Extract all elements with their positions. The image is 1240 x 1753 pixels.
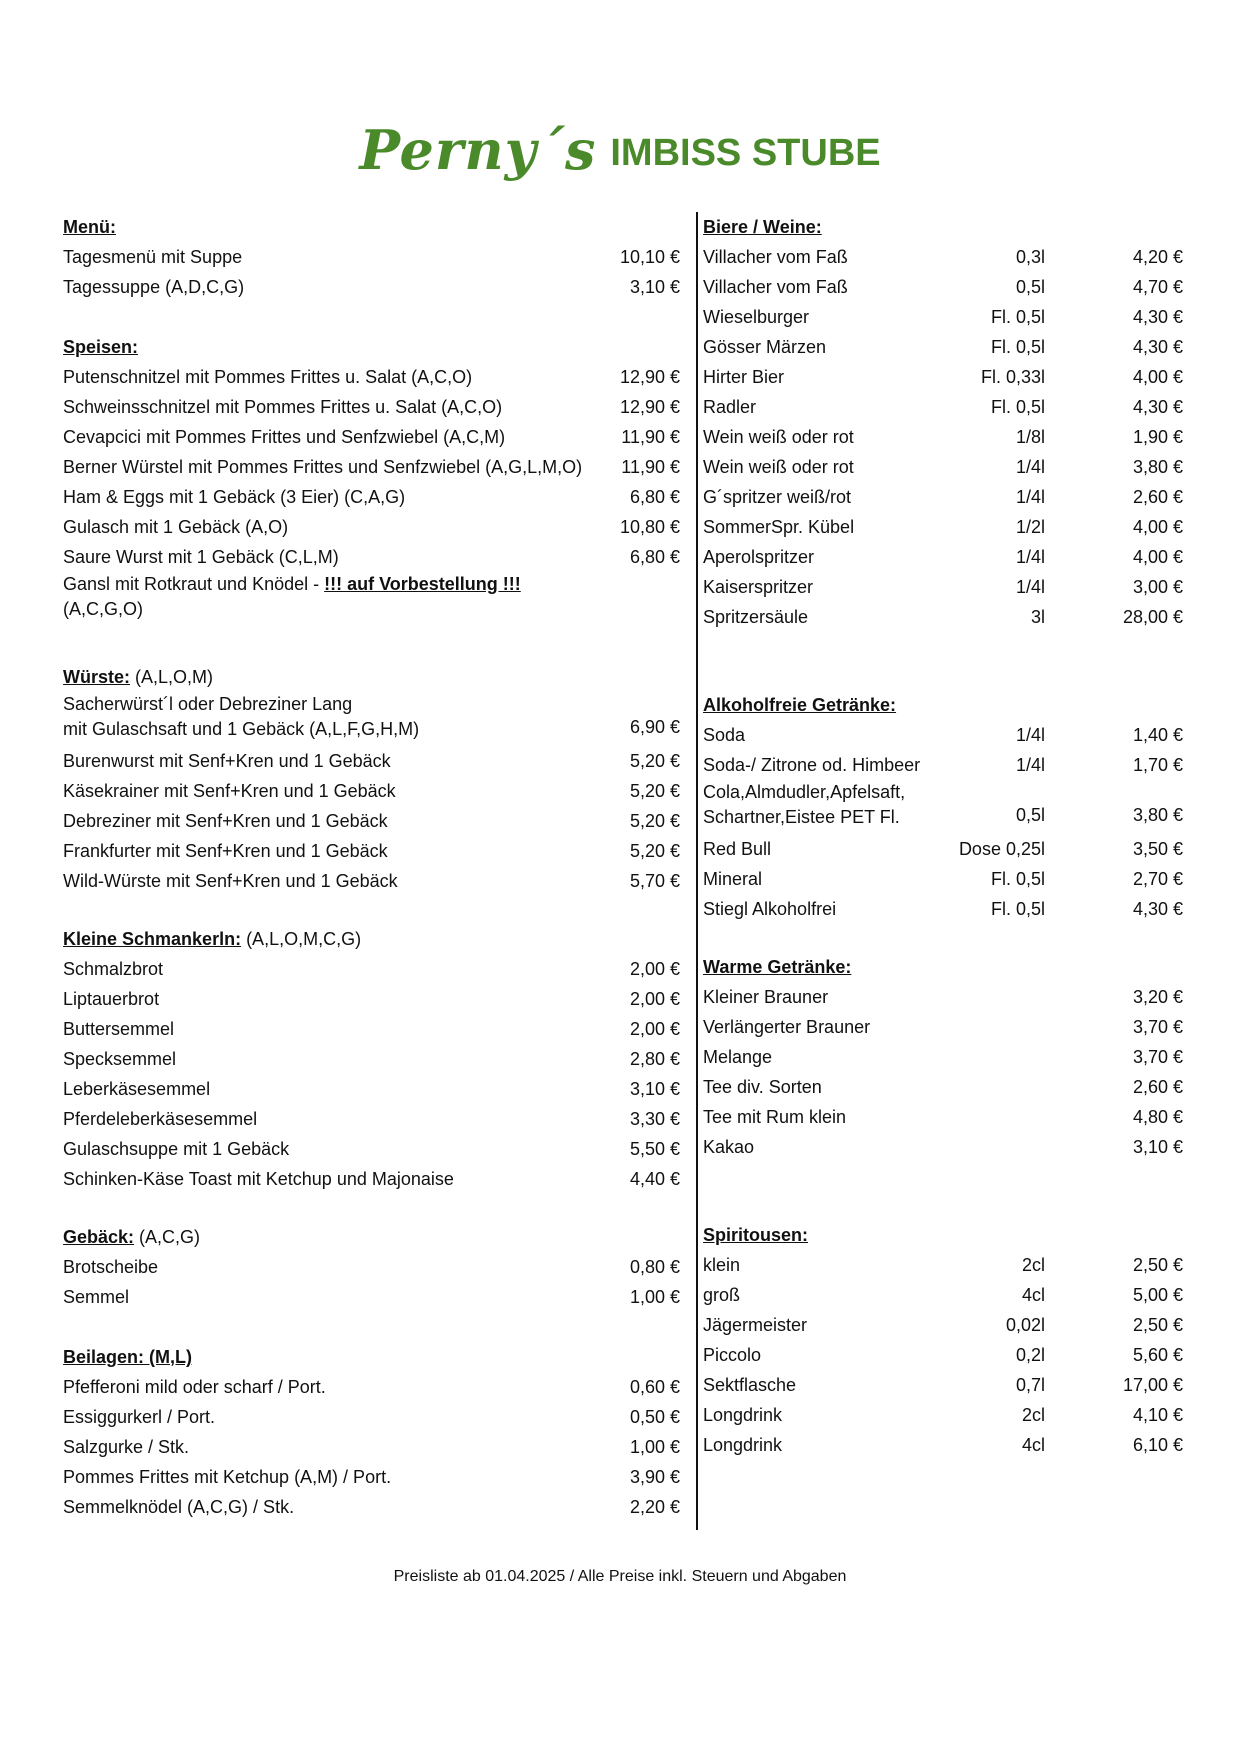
list-item — [703, 1370, 1183, 1400]
section-title: Biere / Weine: — [703, 217, 822, 237]
list-item — [703, 834, 1183, 864]
item-price: 11,90 € — [621, 427, 680, 447]
item-price: 2,70 € — [1132, 869, 1183, 889]
item-name: G´spritzer weiß/rot — [703, 487, 852, 507]
list-item — [703, 1012, 1183, 1042]
item-name: Debreziner mit Senf+Kren und 1 Gebäck — [63, 811, 388, 831]
list-item — [703, 1400, 1183, 1430]
item-qty: 0,02l — [1005, 1315, 1045, 1335]
item-name-line1: Sacherwürst´l oder Debreziner Lang — [63, 694, 353, 714]
item-price: 1,00 € — [629, 1287, 680, 1307]
item-price: 12,90 € — [619, 367, 680, 387]
item-price: 3,50 € — [1132, 839, 1183, 859]
list-item — [63, 1432, 680, 1462]
item-name: Schinken-Käse Toast mit Ketchup und Majonaise — [63, 1169, 454, 1189]
section-spirituosen — [703, 1220, 1183, 1460]
item-qty: Dose 0,25l — [958, 839, 1045, 859]
section-wuerste — [63, 662, 680, 896]
item-qty: 1/4l — [1015, 487, 1045, 507]
item-qty: Fl. 0,5l — [990, 899, 1045, 919]
list-item — [63, 1044, 680, 1074]
item-price: 2,60 € — [1132, 1077, 1183, 1097]
item-name: Kaiserspritzer — [703, 577, 814, 597]
section-speisen — [63, 332, 680, 630]
item-name: Semmel — [63, 1287, 130, 1307]
item-price: 5,70 € — [629, 871, 680, 891]
list-item — [63, 836, 680, 866]
list-item — [63, 776, 680, 806]
preorder-note: !!! auf Vorbestellung !!! — [324, 574, 521, 594]
list-item — [63, 1134, 680, 1164]
item-name: Jägermeister — [703, 1315, 808, 1335]
list-item — [703, 572, 1183, 602]
item-price: 3,90 € — [629, 1467, 680, 1487]
item-price: 0,80 € — [629, 1257, 680, 1277]
item-qty: 1/4l — [1015, 457, 1045, 477]
item-name: Villacher vom Faß — [703, 277, 848, 297]
list-item — [703, 720, 1183, 750]
item-name: Kakao — [703, 1137, 755, 1157]
section-schmankerln — [63, 924, 680, 1194]
item-name: Buttersemmel — [63, 1019, 175, 1039]
item-price: 4,70 € — [1132, 277, 1183, 297]
item-name: Schmalzbrot — [63, 959, 164, 979]
item-qty: 0,7l — [1015, 1375, 1045, 1395]
item-price: 3,70 € — [1132, 1047, 1183, 1067]
item-name: Putenschnitzel mit Pommes Frittes u. Salat (A,C,O) — [63, 367, 473, 387]
item-name: Schweinsschnitzel mit Pommes Frittes u. Salat (A,C,O) — [63, 397, 503, 417]
item-price: 6,80 € — [629, 547, 680, 567]
item-price: 3,10 € — [629, 1079, 680, 1099]
item-price: 5,20 € — [629, 751, 680, 771]
item-name: Wein weiß oder rot — [703, 457, 854, 477]
list-item — [703, 602, 1183, 632]
list-item — [703, 1102, 1183, 1132]
item-name-line2: Schartner,Eistee PET Fl. — [703, 807, 900, 827]
list-item — [703, 392, 1183, 422]
item-name: SommerSpr. Kübel — [703, 517, 855, 537]
item-name: Burenwurst mit Senf+Kren und 1 Gebäck — [63, 751, 391, 771]
list-item — [703, 272, 1183, 302]
item-qty: Fl. 0,5l — [990, 397, 1045, 417]
item-qty: Fl. 0,5l — [990, 307, 1045, 327]
item-price: 2,50 € — [1132, 1315, 1183, 1335]
item-price: 4,30 € — [1132, 397, 1183, 417]
list-item — [63, 1372, 680, 1402]
item-price: 10,80 € — [619, 517, 680, 537]
list-item — [63, 1074, 680, 1104]
item-name: Longdrink — [703, 1435, 783, 1455]
item-price: 2,00 € — [629, 989, 680, 1009]
item-price: 11,90 € — [621, 457, 680, 477]
item-name: Verlängerter Brauner — [703, 1017, 871, 1037]
section-menu — [63, 212, 680, 302]
list-item — [63, 1014, 680, 1044]
item-name: Tagesmenü mit Suppe — [63, 247, 243, 267]
item-name-line2: mit Gulaschsaft und 1 Gebäck (A,L,F,G,H,M) — [63, 719, 420, 739]
item-price: 5,20 € — [629, 781, 680, 801]
item-qty: Fl. 0,5l — [990, 337, 1045, 357]
item-name: Brotscheibe — [63, 1257, 159, 1277]
item-name: Frankfurter mit Senf+Kren und 1 Gebäck — [63, 841, 388, 861]
list-item — [63, 1164, 680, 1194]
section-title: Beilagen: (M,L) — [63, 1347, 192, 1367]
item-price: 2,20 € — [629, 1497, 680, 1517]
item-name: Pommes Frittes mit Ketchup (A,M) / Port. — [63, 1467, 392, 1487]
list-item — [703, 482, 1183, 512]
item-name: Mineral — [703, 869, 763, 889]
list-item — [63, 954, 680, 984]
item-name: Soda-/ Zitrone od. Himbeer — [703, 755, 921, 775]
column-divider — [696, 212, 698, 1530]
item-name: Red Bull — [703, 839, 772, 859]
list-item — [63, 392, 680, 422]
list-item — [703, 422, 1183, 452]
list-item — [63, 806, 680, 836]
item-name: Liptauerbrot — [63, 989, 160, 1009]
item-qty: 1/8l — [1015, 427, 1045, 447]
item-price: 3,20 € — [1132, 987, 1183, 1007]
list-item-gansl — [63, 572, 680, 630]
list-item — [63, 692, 680, 746]
list-item — [703, 1340, 1183, 1370]
item-price: 6,90 € — [629, 717, 680, 737]
section-allergens: (A,L,O,M) — [130, 667, 214, 687]
list-item — [63, 1492, 680, 1522]
item-name: Piccolo — [703, 1345, 762, 1365]
list-item — [63, 242, 680, 272]
section-title: Warme Getränke: — [703, 957, 852, 977]
list-item — [63, 1252, 680, 1282]
section-title: Speisen: — [63, 337, 139, 357]
item-price: 3,00 € — [1132, 577, 1183, 597]
list-item — [63, 542, 680, 572]
list-item — [63, 984, 680, 1014]
item-name: Leberkäsesemmel — [63, 1079, 211, 1099]
item-qty: Fl. 0,33l — [980, 367, 1045, 387]
section-allergens: (A,C,G) — [134, 1227, 201, 1247]
list-item — [63, 452, 680, 482]
list-item — [63, 866, 680, 896]
list-item — [703, 982, 1183, 1012]
item-price: 4,00 € — [1132, 367, 1183, 387]
item-price: 1,00 € — [629, 1437, 680, 1457]
item-price: 3,30 € — [629, 1109, 680, 1129]
list-item — [63, 512, 680, 542]
item-name: Specksemmel — [63, 1049, 177, 1069]
left-column — [63, 212, 680, 1522]
item-price: 6,10 € — [1132, 1435, 1183, 1455]
item-price: 0,60 € — [629, 1377, 680, 1397]
item-qty: Fl. 0,5l — [990, 869, 1045, 889]
section-biere-weine — [703, 212, 1183, 632]
item-qty: 0,5l — [1015, 805, 1045, 825]
item-name: Longdrink — [703, 1405, 783, 1425]
section-title: Menü: — [63, 217, 116, 237]
item-name: Saure Wurst mit 1 Gebäck (C,L,M) — [63, 547, 339, 567]
item-name: Wild-Würste mit Senf+Kren und 1 Gebäck — [63, 871, 398, 891]
list-item — [63, 1462, 680, 1492]
item-name: Kleiner Brauner — [703, 987, 829, 1007]
list-item — [703, 452, 1183, 482]
item-qty: 1/4l — [1015, 547, 1045, 567]
list-item — [63, 746, 680, 776]
item-price: 1,90 € — [1132, 427, 1183, 447]
item-name-line1: Cola,Almdudler,Apfelsaft, — [703, 782, 906, 802]
item-name: Käsekrainer mit Senf+Kren und 1 Gebäck — [63, 781, 396, 801]
item-qty: 2cl — [1021, 1405, 1045, 1425]
list-item — [703, 542, 1183, 572]
item-price: 4,30 € — [1132, 337, 1183, 357]
page-title — [0, 118, 1240, 182]
item-price: 1,40 € — [1132, 725, 1183, 745]
item-name: Semmelknödel (A,C,G) / Stk. — [63, 1497, 295, 1517]
item-name: Pferdeleberkäsesemmel — [63, 1109, 258, 1129]
item-qty: 1/2l — [1015, 517, 1045, 537]
item-qty: 2cl — [1021, 1255, 1045, 1275]
list-item — [703, 242, 1183, 272]
item-name: Sektflasche — [703, 1375, 797, 1395]
item-qty: 1/4l — [1015, 725, 1045, 745]
item-name: Radler — [703, 397, 757, 417]
item-price: 3,10 € — [629, 277, 680, 297]
section-beilagen — [63, 1342, 680, 1522]
list-item — [703, 362, 1183, 392]
section-title: Alkoholfreie Getränke: — [703, 695, 897, 715]
item-name: Stiegl Alkoholfrei — [703, 899, 837, 919]
item-name: Villacher vom Faß — [703, 247, 848, 267]
section-gebaeck — [63, 1222, 680, 1312]
item-price: 4,00 € — [1132, 517, 1183, 537]
item-price: 5,20 € — [629, 811, 680, 831]
section-title: Spiritousen: — [703, 1225, 809, 1245]
item-name: Aperolspritzer — [703, 547, 815, 567]
item-name: groß — [703, 1285, 741, 1305]
item-name: Tagessuppe (A,D,C,G) — [63, 277, 245, 297]
item-name: Soda — [703, 725, 746, 745]
item-name: Gösser Märzen — [703, 337, 827, 357]
item-price: 3,70 € — [1132, 1017, 1183, 1037]
item-qty: 1/4l — [1015, 577, 1045, 597]
section-title: Kleine Schmankerln: — [63, 929, 242, 949]
list-item — [703, 302, 1183, 332]
item-name: Cevapcici mit Pommes Frittes und Senfzwiebel (A,C,M) — [63, 427, 506, 447]
item-name: Wein weiß oder rot — [703, 427, 854, 447]
item-name: Salzgurke / Stk. — [63, 1437, 190, 1457]
item-price: 2,80 € — [629, 1049, 680, 1069]
item-name: Ham & Eggs mit 1 Gebäck (3 Eier) (C,A,G) — [63, 487, 406, 507]
list-item — [703, 780, 1183, 834]
item-qty: 0,3l — [1015, 247, 1045, 267]
item-name: Pfefferoni mild oder scharf / Port. — [63, 1377, 326, 1397]
item-price: 28,00 € — [1122, 607, 1183, 627]
item-name: Tee div. Sorten — [703, 1077, 822, 1097]
list-item — [63, 1402, 680, 1432]
item-price: 2,00 € — [629, 959, 680, 979]
item-name: klein — [703, 1255, 741, 1275]
list-item — [703, 750, 1183, 780]
item-price: 1,70 € — [1132, 755, 1183, 775]
list-item — [63, 362, 680, 392]
list-item — [703, 864, 1183, 894]
item-price: 3,80 € — [1132, 805, 1183, 825]
item-qty: 4cl — [1021, 1435, 1045, 1455]
item-name: Gulasch mit 1 Gebäck (A,O) — [63, 517, 289, 537]
item-name: Gansl mit Rotkraut und Knödel - — [63, 574, 325, 594]
item-price: 3,80 € — [1132, 457, 1183, 477]
section-title: Würste: — [63, 667, 130, 687]
item-name: Essiggurkerl / Port. — [63, 1407, 216, 1427]
item-price: 4,30 € — [1132, 307, 1183, 327]
item-name: Melange — [703, 1047, 773, 1067]
item-qty: 4cl — [1021, 1285, 1045, 1305]
list-item — [63, 1104, 680, 1134]
item-name: Tee mit Rum klein — [703, 1107, 847, 1127]
item-name: Hirter Bier — [703, 367, 785, 387]
item-name: Wieselburger — [703, 307, 810, 327]
list-item — [703, 1280, 1183, 1310]
item-name: Spritzersäule — [703, 607, 809, 627]
item-price: 5,60 € — [1132, 1345, 1183, 1365]
section-alkoholfrei — [703, 690, 1183, 924]
item-qty: 0,5l — [1015, 277, 1045, 297]
item-price: 4,30 € — [1132, 899, 1183, 919]
item-price: 5,00 € — [1132, 1285, 1183, 1305]
item-price: 4,20 € — [1132, 247, 1183, 267]
item-allergens: (A,C,G,O) — [63, 599, 143, 619]
list-item — [63, 1282, 680, 1312]
list-item — [703, 1042, 1183, 1072]
item-price: 4,80 € — [1132, 1107, 1183, 1127]
item-price: 6,80 € — [629, 487, 680, 507]
list-item — [703, 332, 1183, 362]
list-item — [703, 1072, 1183, 1102]
item-price: 3,10 € — [1132, 1137, 1183, 1157]
list-item — [63, 272, 680, 302]
item-name: Berner Würstel mit Pommes Frittes und Senfzwiebel (A,G,L,M,O) — [63, 457, 583, 477]
list-item — [703, 1310, 1183, 1340]
item-name: Gulaschsuppe mit 1 Gebäck — [63, 1139, 290, 1159]
brand-caps: IMBISS STUBE — [610, 132, 881, 174]
item-price: 4,40 € — [629, 1169, 680, 1189]
item-price: 4,00 € — [1132, 547, 1183, 567]
list-item — [703, 894, 1183, 924]
item-price: 2,50 € — [1132, 1255, 1183, 1275]
list-item — [703, 1430, 1183, 1460]
list-item — [703, 1250, 1183, 1280]
item-qty: 1/4l — [1015, 755, 1045, 775]
price-list-footer: Preisliste ab 01.04.2025 / Alle Preise inkl. Steuern und Abgaben — [393, 1568, 847, 1585]
section-warme-getraenke — [703, 952, 1183, 1162]
list-item — [63, 422, 680, 452]
item-price: 0,50 € — [629, 1407, 680, 1427]
item-price: 2,60 € — [1132, 487, 1183, 507]
item-qty: 0,2l — [1015, 1345, 1045, 1365]
section-allergens: (A,L,O,M,C,G) — [241, 929, 362, 949]
item-price: 2,00 € — [629, 1019, 680, 1039]
item-price: 4,10 € — [1132, 1405, 1183, 1425]
section-title: Gebäck: — [63, 1227, 135, 1247]
list-item — [703, 1132, 1183, 1162]
brand-script: Perny´s — [359, 118, 597, 182]
item-qty: 3l — [1030, 607, 1045, 627]
item-price: 10,10 € — [619, 247, 680, 267]
list-item — [703, 512, 1183, 542]
right-column — [703, 212, 1183, 1460]
item-price: 5,20 € — [629, 841, 680, 861]
item-price: 12,90 € — [619, 397, 680, 417]
item-price: 5,50 € — [629, 1139, 680, 1159]
list-item — [63, 482, 680, 512]
item-price: 17,00 € — [1122, 1375, 1183, 1395]
